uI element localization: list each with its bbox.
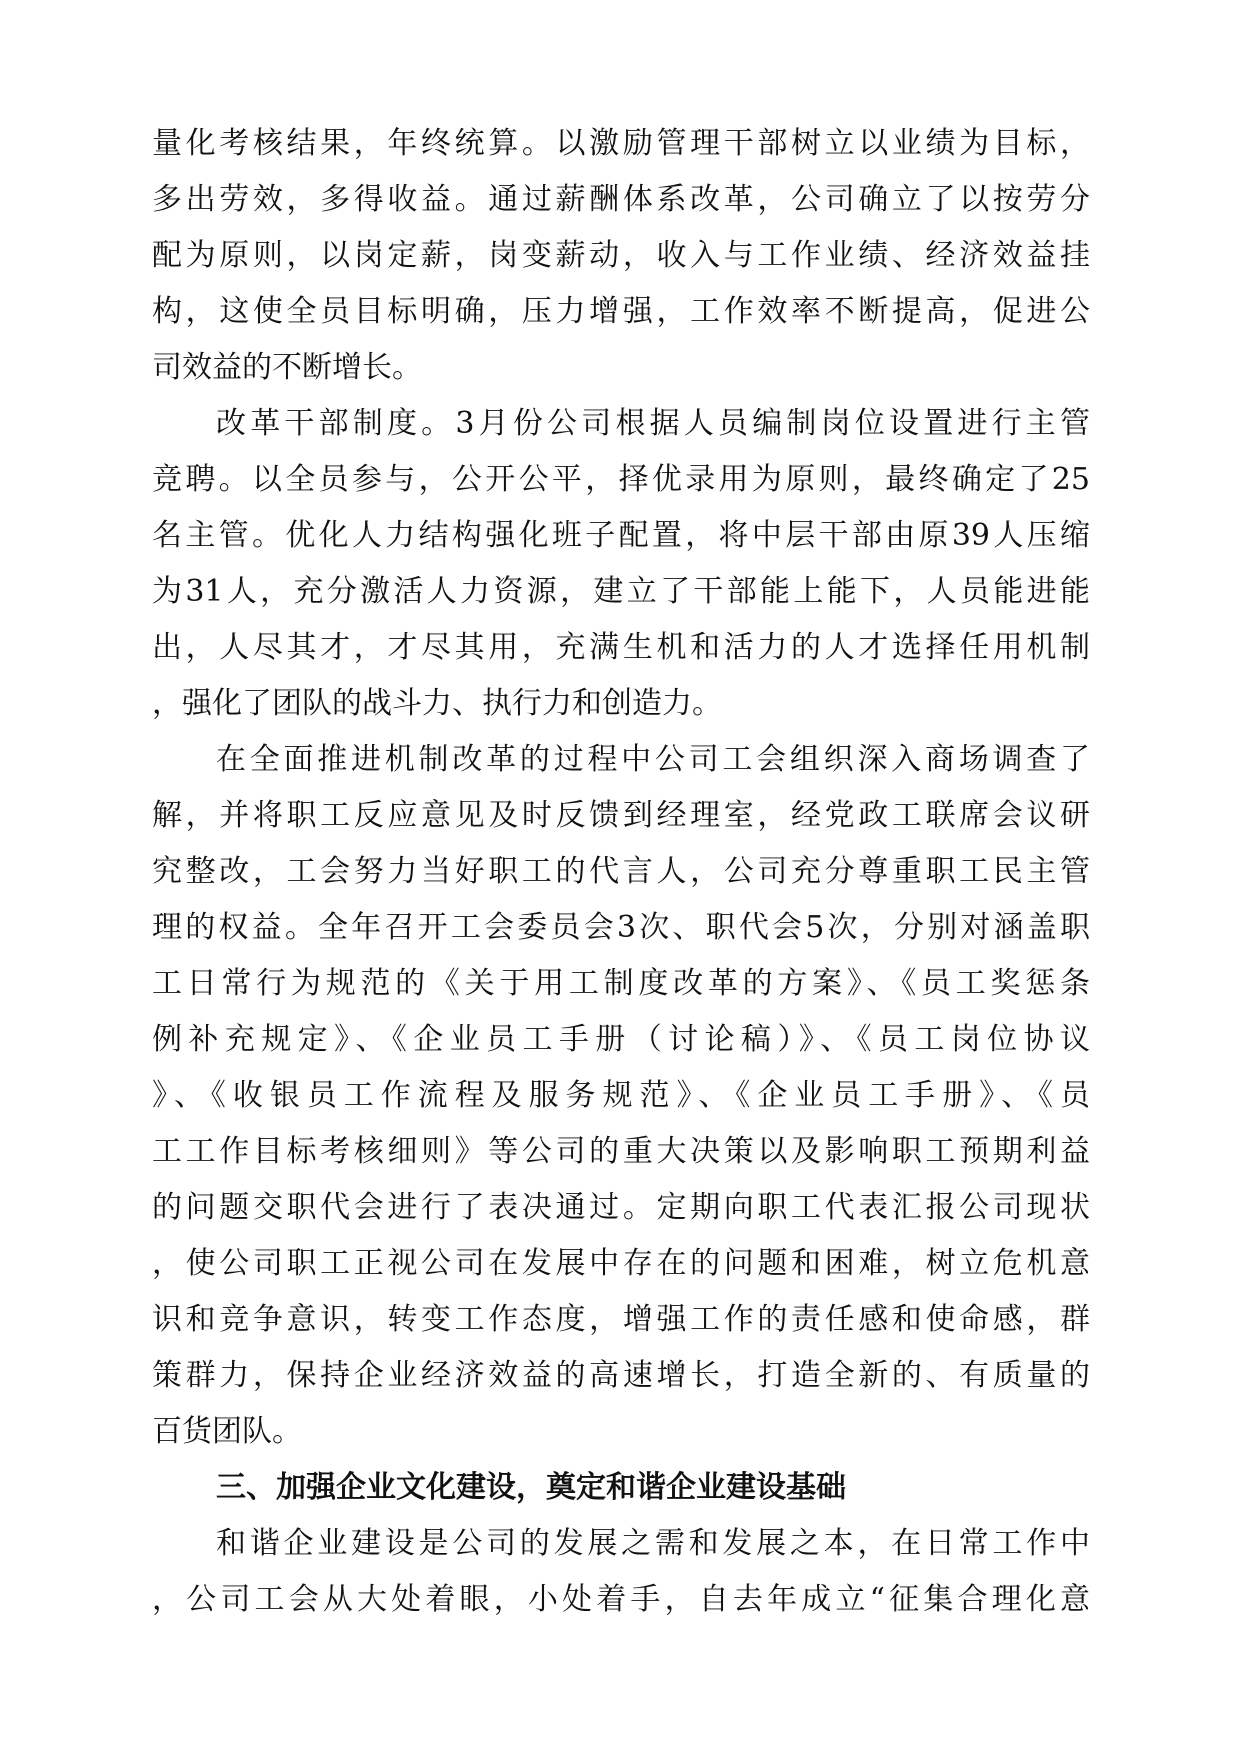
text-line: ，强化了团队的战斗力、执行力和创造力。 — [152, 686, 722, 721]
section-heading: 三、加强企业文化建设，奠定和谐企业建设基础 — [216, 1470, 846, 1505]
paragraph-harmony — [152, 1516, 1090, 1628]
text-line: 究整改，工会努力当好职工的代言人，公司充分尊重职工民主管 — [152, 854, 1090, 889]
text-line: 的问题交职代会进行了表决通过。定期向职工代表汇报公司现状 — [152, 1190, 1090, 1225]
text-line: 配为原则，以岗定薪，岗变薪动，收入与工作业绩、经济效益挂 — [152, 238, 1090, 273]
text-line: 为31人，充分激活人力资源，建立了干部能上能下，人员能进能 — [152, 574, 1090, 609]
document-page — [152, 116, 1090, 1628]
text-line: 工日常行为规范的《关于用工制度改革的方案》、《员工奖惩条 — [152, 966, 1090, 1001]
text-line: 理的权益。全年召开工会委员会3次、职代会5次，分别对涵盖职 — [152, 910, 1090, 945]
text-line: 》、《收银员工作流程及服务规范》、《企业员工手册》、《员 — [152, 1078, 1090, 1113]
text-line: 量化考核结果，年终统算。以激励管理干部树立以业绩为目标， — [152, 126, 1090, 161]
text-line: 出，人尽其才，才尽其用，充满生机和活力的人才选择任用机制 — [152, 630, 1090, 665]
text-line: 竞聘。以全员参与，公开公平，择优录用为原则，最终确定了25 — [152, 462, 1090, 497]
text-line: 百货团队。 — [152, 1414, 302, 1449]
text-line: 策群力，保持企业经济效益的高速增长，打造全新的、有质量的 — [152, 1358, 1090, 1393]
text-line: 构，这使全员目标明确，压力增强，工作效率不断提高，促进公 — [152, 294, 1090, 329]
text-line: ，使公司职工正视公司在发展中存在的问题和困难，树立危机意 — [152, 1246, 1090, 1281]
paragraph-cadre-reform — [152, 396, 1090, 732]
paragraph-salary-reform — [152, 116, 1090, 396]
paragraph-union-role — [152, 732, 1090, 1460]
text-line: 和谐企业建设是公司的发展之需和发展之本，在日常工作中 — [216, 1526, 1090, 1561]
text-line: 识和竞争意识，转变工作态度，增强工作的责任感和使命感，群 — [152, 1302, 1090, 1337]
text-line: 改革干部制度。3月份公司根据人员编制岗位设置进行主管 — [216, 406, 1090, 441]
text-line: 工工作目标考核细则》等公司的重大决策以及影响职工预期利益 — [152, 1134, 1090, 1169]
text-line: 解，并将职工反应意见及时反馈到经理室，经党政工联席会议研 — [152, 798, 1090, 833]
text-line: 例补充规定》、《企业员工手册（讨论稿）》、《员工岗位协议 — [152, 1022, 1090, 1057]
text-line: 在全面推进机制改革的过程中公司工会组织深入商场调查了 — [216, 742, 1090, 777]
text-line: 名主管。优化人力结构强化班子配置，将中层干部由原39人压缩 — [152, 518, 1090, 553]
text-line: 多出劳效，多得收益。通过薪酬体系改革，公司确立了以按劳分 — [152, 182, 1090, 217]
text-line: 司效益的不断增长。 — [152, 350, 422, 385]
text-line: ，公司工会从大处着眼，小处着手，自去年成立“征集合理化意 — [152, 1582, 1090, 1617]
